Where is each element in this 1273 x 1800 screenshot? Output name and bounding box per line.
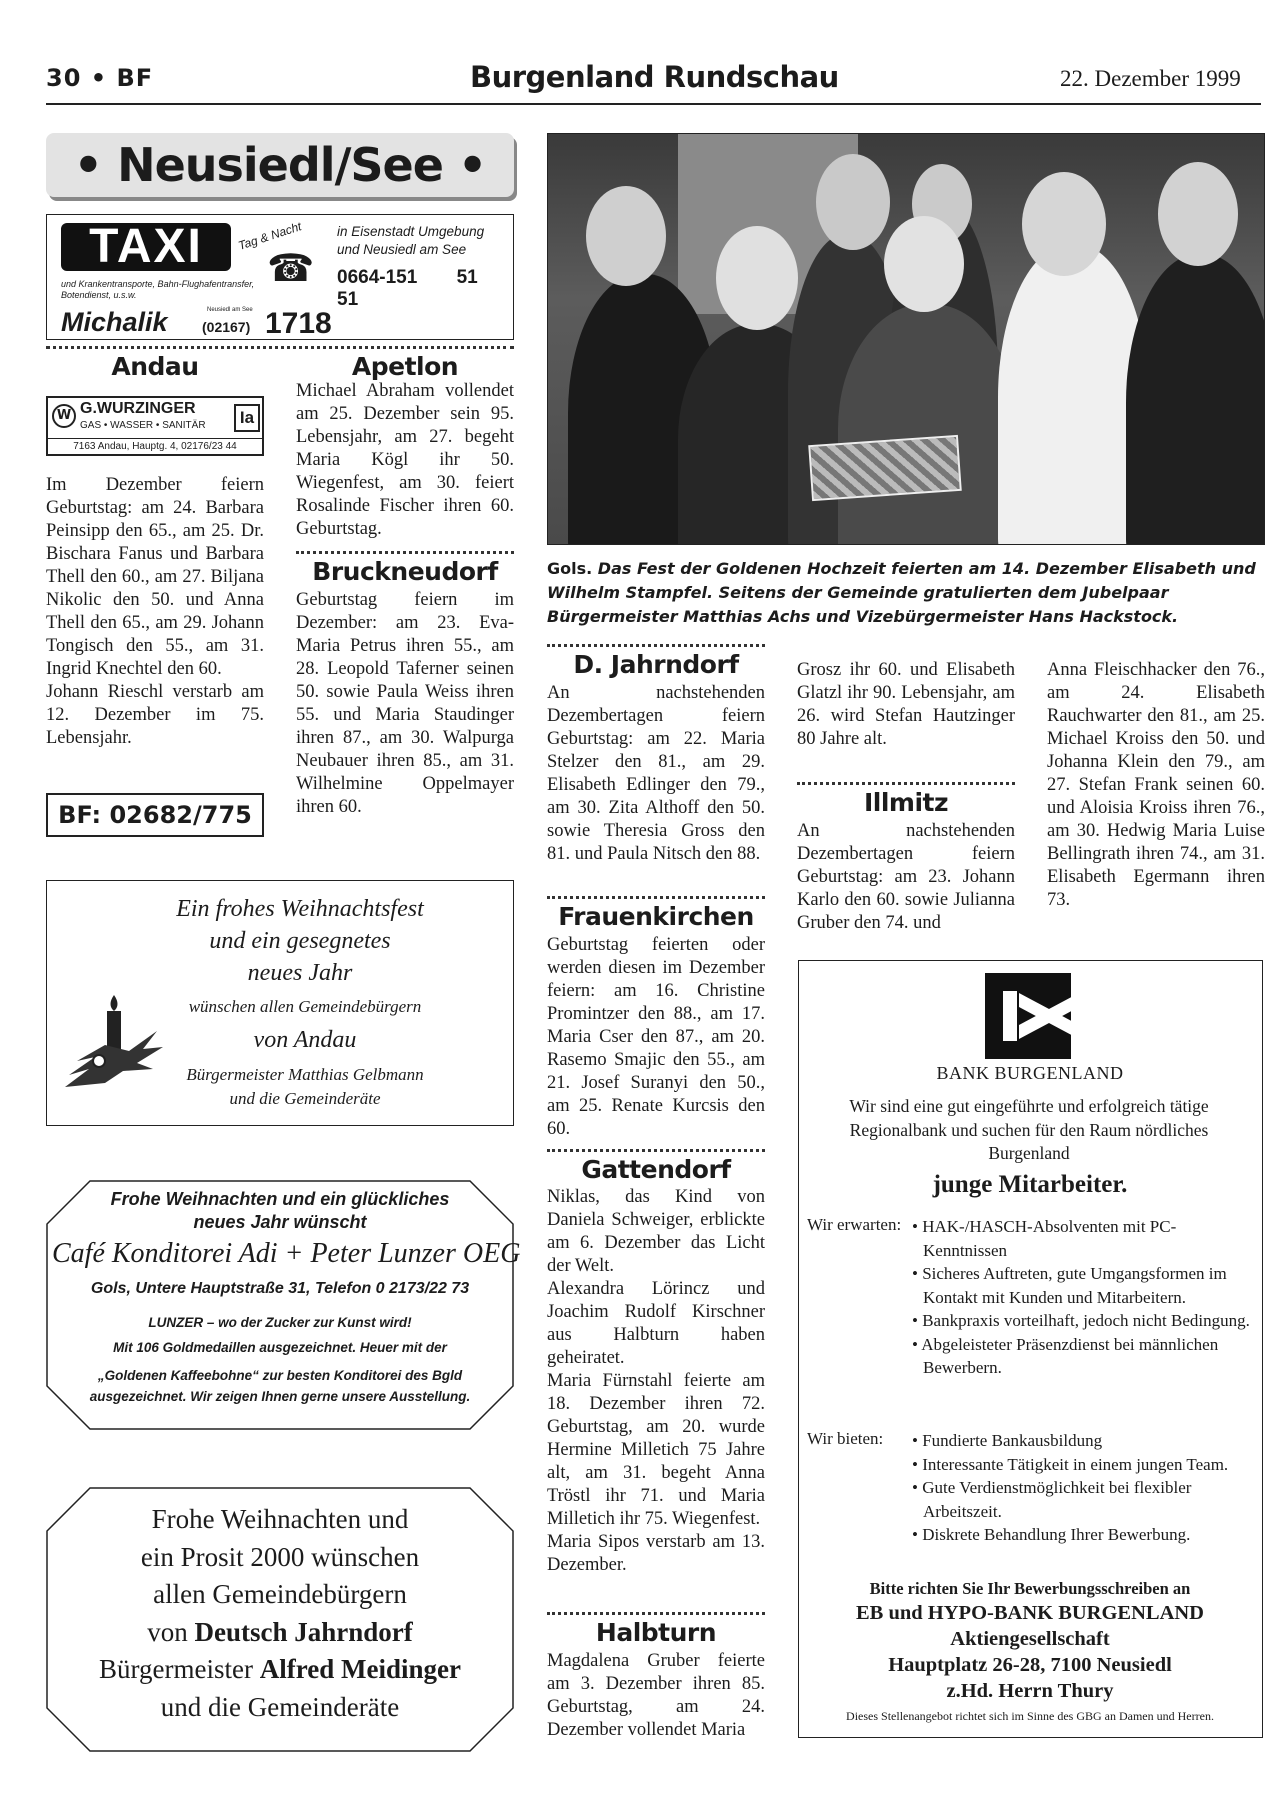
divider <box>46 346 514 349</box>
bank-apply-line1: Bitte richten Sie Ihr Bewerbungsschreiben an <box>869 1579 1191 1598</box>
caption-text: Das Fest der Goldenen Hochzeit feierten am 14. Dezember Elisabeth und Wilhelm Stampfel. Seitens der Gemeinde gratulierten dem Jubelpaar Bürgermeister Matthias Achs und Vizebürgermeister Hans Hackstock. <box>547 559 1256 626</box>
issue-date: 22. Dezember 1999 <box>1060 66 1241 91</box>
bank-expect-item: • Sicheres Auftreten, gute Umgangsformen im Kontakt mit Kunden und Mitarbeitern. <box>912 1264 1227 1307</box>
taxi-prefix: (02167) <box>202 319 251 335</box>
taxi-tiny: Neusiedl am See <box>207 307 253 313</box>
dj-line5-b: Alfred Meidinger <box>259 1654 461 1684</box>
bank-offer-text: Diskrete Behandlung Ihrer Bewerbung. <box>922 1525 1191 1544</box>
dj-line4 <box>46 1614 514 1652</box>
taxi-mobile: 0664-151 51 51 <box>337 267 478 310</box>
andau-christmas-ad <box>46 880 514 1126</box>
bank-expect-item: • Abgeleisteter Präsenzdienst bei männlichen Bewerbern. <box>912 1334 1219 1377</box>
bank-expect-list <box>912 1215 1252 1380</box>
halbturn-text: Magdalena Gruber feierte am 3. Dezember ihren 85. Geburtstag, am 24. Dezember vollendet Maria <box>547 1651 765 1740</box>
section-title-apetlon: Apetlon <box>351 352 459 381</box>
cafe-lunzer-ad <box>46 1180 521 1430</box>
photo-face <box>1158 162 1238 266</box>
deutsch-jahrndorf-ad <box>46 1487 514 1752</box>
photo-gift-package <box>808 435 962 501</box>
taxi-logo: TAXI <box>61 223 231 271</box>
taxi-owner: Michalik <box>61 307 168 337</box>
bank-expect-item: • Bankpraxis vorteilhaft, jedoch nicht Bedingung. <box>912 1311 1250 1330</box>
gattendorf-text <box>547 1186 765 1577</box>
ad-andau-line1: Ein frohes Weihnachtsfest <box>176 896 424 922</box>
bank-expect-label: Wir erwarten: <box>807 1215 902 1234</box>
bank-headline: junge Mitarbeiter. <box>932 1171 1128 1198</box>
wurzinger-ad <box>46 396 264 456</box>
gattendorf-wedding: Alexandra Lörincz und Joachim Rudolf Kirschner aus Halbturn haben geheiratet. <box>547 1279 765 1368</box>
ad-andau-line4: wünschen allen Gemeindebürgern <box>188 997 422 1016</box>
divider <box>797 782 1015 785</box>
bank-expect-text: Bankpraxis vorteilhaft, jedoch nicht Bedingung. <box>922 1311 1250 1330</box>
ad-andau-line6: Bürgermeister Matthias Gelbmann <box>186 1065 424 1084</box>
bank-logo-icon <box>985 973 1071 1059</box>
ad-andau-line2: und ein gesegnetes <box>209 928 391 954</box>
photo-person <box>1126 254 1265 545</box>
section-title-djahrndorf: D. Jahrndorf <box>573 650 739 679</box>
section-title-halbturn: Halbturn <box>595 1618 717 1647</box>
cafe-greeting: Frohe Weihnachten und ein glückliches neues Jahr wünscht <box>110 1189 450 1232</box>
cafe-text2: „Goldenen Kaffeebohne“ zur besten Konditorei des Bgld ausgezeichnet. Wir zeigen Ihnen gerne unsere Ausstellung. <box>89 1368 471 1404</box>
bank-offer-label: Wir bieten: <box>807 1429 884 1448</box>
gattendorf-birthdays: Maria Fürnstahl feierte am 18. Dezember ihren 72. Geburtstag, am 20. wurde Hermine Milletich 75 Jahre alt, am 31. begeht Anna Tröstl ihr 71. und Maria Milletich ihr 75. Wiegenfest. <box>547 1371 765 1529</box>
taxi-number: 1718 <box>265 307 332 340</box>
illmitz-text: An nachstehenden Dezembertagen feiern Geburtstag: am 23. Johann Karlo den 60. sowie Julianna Gruber den 74. und <box>797 821 1015 933</box>
photo-person <box>838 304 1018 545</box>
taxi-tag-night: Tag & Nacht <box>236 219 304 253</box>
bank-apply-line5: z.Hd. Herrn Thury <box>946 1680 1114 1702</box>
section-title-gattendorf: Gattendorf <box>581 1155 731 1184</box>
page-number: 30 • BF <box>46 64 154 92</box>
cafe-name: Café Konditorei Adi + Peter Lunzer OEG <box>52 1238 521 1269</box>
gols-photo <box>547 133 1265 545</box>
bank-footer: Dieses Stellenangebot richtet sich im Sinne des GBG an Damen und Herren. <box>846 1709 1214 1723</box>
bank-expect-text: HAK-/HASCH-Absolventen mit PC-Kenntnissen <box>922 1217 1177 1260</box>
bank-expect-item: • HAK-/HASCH-Absolventen mit PC-Kenntnissen <box>912 1217 1177 1260</box>
dj-line5-a: Bürgermeister <box>99 1654 260 1684</box>
bank-logo-cut <box>1003 991 1017 1041</box>
section-title-frauenkirchen: Frauenkirchen <box>558 902 754 931</box>
bank-apply <box>799 1577 1261 1704</box>
newspaper-title: Burgenland Rundschau <box>470 60 839 94</box>
ad-andau-line7: und die Gemeinderäte <box>229 1089 381 1108</box>
bank-burgenland-ad <box>798 960 1263 1738</box>
header-rule <box>46 103 1261 105</box>
dj-line3: allen Gemeindebürgern <box>153 1579 407 1609</box>
telephone-icon: ☎ <box>267 246 315 290</box>
dj-ad-text <box>46 1501 514 1726</box>
wurzinger-badge: Ia <box>234 404 260 432</box>
andau-obituary: Johann Rieschl verstarb am 12. Dezember im 75. Lebensjahr. <box>46 682 264 748</box>
bank-offer-item: • Gute Verdienstmöglichkeit bei flexibler Arbeitszeit. <box>912 1478 1192 1521</box>
caption-place: Gols. <box>547 559 593 578</box>
photo-face <box>884 216 964 312</box>
section-title-andau: Andau <box>111 352 199 381</box>
frauenkirchen-text: Geburtstag feierten oder werden diesen im Dezember feiern: am 16. Christine Promintzer den 88., am 17. Maria Cser den 87., am 20. Rasemo Smajic den 55., am 21. Josef Suranyi den 50., am 25. Renate Kurcsis den 60. <box>547 935 765 1139</box>
photo-caption <box>547 557 1265 629</box>
wurzinger-address: 7163 Andau, Hauptg. 4, 02176/23 44 <box>48 438 262 452</box>
ad-andau-line3: neues Jahr <box>247 960 353 986</box>
djahrndorf-text: An nachstehenden Dezembertagen feiern Geburtstag: am 22. Maria Stelzer den 81., am 29. Elisabeth Edlinger den 79., am 30. Zita Althoff den 50. sowie Theresia Gross den 81. und Paula Nitsch den 88. <box>547 683 765 864</box>
divider <box>547 1149 765 1152</box>
bank-name: BANK BURGENLAND <box>936 1063 1124 1083</box>
divider <box>296 551 514 554</box>
bank-intro: Wir sind eine gut eingeführte und erfolgreich tätige Regionalbank und suchen für den Raum nördliches Burgenland <box>849 1096 1209 1163</box>
photo-face <box>716 226 798 330</box>
ad-andau-line5: von Andau <box>253 1027 357 1053</box>
bank-offer-text: Interessante Tätigkeit in einem jungen Team. <box>922 1454 1229 1474</box>
bruckneudorf-text: Geburtstag feiern im Dezember: am 23. Eva-Maria Petrus ihren 55., am 28. Leopold Taferner seinen 50. sowie Paula Weiss ihren 55. und Maria Staudinger ihren 87., am 30. Walpurga Neubauer ihren 85., am 31. Wilhelmine Oppelmayer ihren 60. <box>296 590 514 817</box>
bank-apply-line4: Hauptplatz 26-28, 7100 Neusiedl <box>888 1654 1172 1676</box>
divider <box>547 644 765 647</box>
col3-continuation-text: Grosz ihr 60. und Elisabeth Glatzl ihr 90. Lebensjahr, am 26. wird Stefan Hautzinger 80 Jahre alt. <box>797 660 1015 749</box>
bank-offer-item: • Diskrete Behandlung Ihrer Bewerbung. <box>912 1525 1191 1544</box>
bank-offer-item: • Fundierte Bankausbildung <box>912 1431 1103 1450</box>
dj-line5 <box>46 1651 514 1689</box>
cafe-text1: Mit 106 Goldmedaillen ausgezeichnet. Heuer mit der <box>113 1340 447 1355</box>
bank-offer-item: • Interessante Tätigkeit in einem jungen Team. <box>912 1454 1229 1474</box>
wurzinger-name: G.WURZINGER <box>80 400 196 417</box>
wurzinger-trade: GAS • WASSER • SANITÄR <box>80 420 206 431</box>
taxi-ad <box>46 214 514 340</box>
divider <box>547 896 765 899</box>
apetlon-text: Michael Abraham vollendet am 25. Dezember sein 95. Lebensjahr, am 27. begeht Maria Kögl ihr 50. Wiegenfest, am 30. feiert Rosalinde Fischer ihren 60. Geburtstag. <box>296 381 514 539</box>
cafe-slogan: LUNZER – wo der Zucker zur Kunst wird! <box>148 1315 412 1330</box>
cafe-address: Gols, Untere Hauptstraße 31, Telefon 0 2173/22 73 <box>90 1280 470 1297</box>
andau-birthdays: Im Dezember feiern Geburtstag: am 24. Barbara Peinsipp den 65., am 25. Dr. Bischara Fanus und Barbara Thell den 60., am 27. Biljana Nikolic den 50. und Anna Thell den 65., am 29. Johann Tongisch den 55., am 31. Ingrid Knechtel den 60. <box>46 475 264 679</box>
section-title-bruckneudorf: Bruckneudorf <box>312 557 498 586</box>
dj-line4-a: von <box>147 1616 195 1647</box>
divider <box>547 1612 765 1615</box>
bank-apply-line2: EB und HYPO-BANK BURGENLAND <box>856 1602 1204 1624</box>
gattendorf-obituary: Maria Sipos verstarb am 13. Dezember. <box>547 1532 765 1575</box>
bank-apply-line3: Aktiengesellschaft <box>950 1628 1110 1650</box>
bank-offer-text: Fundierte Bankausbildung <box>922 1431 1103 1450</box>
taxi-area: in Eisenstadt Umgebung und Neusiedl am See <box>337 224 485 257</box>
bf-phone-box: BF: 02682/775 <box>46 793 264 837</box>
gattendorf-birth: Niklas, das Kind von Daniela Schweiger, erblickte am 6. Dezember das Licht der Welt. <box>547 1187 765 1276</box>
wurzinger-logo-icon: W <box>52 404 76 428</box>
dj-line2: ein Prosit 2000 wünschen <box>140 1541 420 1572</box>
bank-expect-text: Abgeleisteter Präsenzdienst bei männlichen Bewerbern. <box>921 1334 1219 1377</box>
region-title-box <box>46 133 514 197</box>
bank-offer-text: Gute Verdienstmöglichkeit bei flexibler Arbeitszeit. <box>922 1478 1192 1521</box>
dj-line1: Frohe Weihnachten und <box>151 1504 409 1534</box>
taxi-services: und Krankentransporte, Bahn-Flughafentransfer, Botendienst, u.s.w. <box>61 279 255 300</box>
photo-face <box>586 186 666 286</box>
candle-branch-icon <box>59 991 169 1101</box>
andau-text <box>46 474 264 750</box>
section-title-illmitz: Illmitz <box>863 788 949 817</box>
dj-line6: und die Gemeinderäte <box>160 1691 400 1722</box>
col4-continuation-text: Anna Fleischhacker den 76., am 24. Elisabeth Rauchwarter den 81., am 25. Michael Kroiss den 50. und Johanna Klein den 79., am 27. Stefan Frank seinen 60. und Aloisia Kroiss ihren 76., am 30. Hedwig Maria Luise Bellingrath ihren 74., am 31. Elisabeth Egermann ihren 73. <box>1047 660 1265 910</box>
region-title: • Neusiedl/See • <box>73 138 487 192</box>
dj-line4-b: Deutsch Jahrndorf <box>194 1616 413 1647</box>
bank-offer-list <box>912 1429 1252 1547</box>
photo-face <box>816 154 890 250</box>
photo-face <box>1022 172 1106 276</box>
bank-expect-text: Sicheres Auftreten, gute Umgangsformen im Kontakt mit Kunden und Mitarbeitern. <box>922 1264 1227 1307</box>
